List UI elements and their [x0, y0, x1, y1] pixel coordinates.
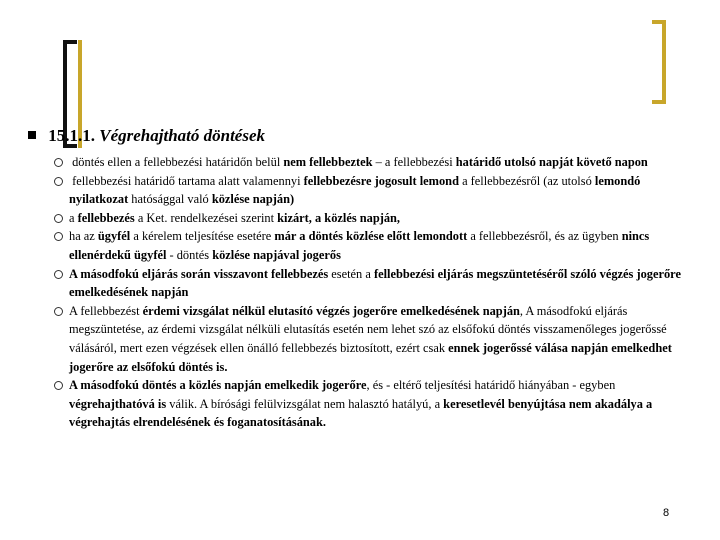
text-segment: a fellebbezésről, és az ügyben — [467, 229, 622, 244]
circle-bullet-icon — [54, 381, 63, 390]
list-item — [54, 376, 699, 432]
text-segment: a fellebbezésről (az utolsó — [458, 173, 595, 188]
text-segment: hatósággal való — [128, 192, 212, 207]
text-segment: a kérelem teljesítése esetére — [130, 229, 275, 244]
text-segment: érdemi vizsgálat nélkül elutasító végzés jogerőre emelkedésének napján — [142, 303, 520, 318]
list-item — [54, 227, 699, 264]
text-segment: fellebbezésre jogosult lemond — [303, 173, 459, 188]
text-segment: A fellebbezést — [69, 303, 143, 318]
text-segment: , A másodfokú eljárás megszüntetése, az érdemi vizsgálat nélküli elutasítás esetén nem lehet szó az elsőfokú döntés visszamenőleges jogerőssé válásáról, mert ezen végzések ellen önálló fellebbezés biztosított, ezért csak — [69, 303, 670, 355]
list-item-text — [69, 267, 684, 300]
list-item — [54, 209, 699, 228]
text-segment: a — [69, 210, 78, 225]
text-segment: keresetlevél benyújtása nem akadálya a végrehajtás elrendelésének és foganatosításának. — [69, 396, 656, 430]
text-segment: A másodfokú döntés a közlés napján emelkedik jogerőre — [69, 378, 367, 393]
text-segment: ennek jogerőssé válása napján emelkedhet jogerőre az elsőfokú döntés is. — [69, 340, 675, 374]
text-segment: már a döntés közlése előtt lemondott — [274, 229, 468, 244]
text-segment: fellebbezés — [77, 210, 135, 225]
circle-bullet-icon — [54, 214, 63, 223]
section-title: Végrehajtható döntések — [99, 126, 266, 145]
list-item — [54, 265, 699, 302]
text-segment: nem fellebbeztek — [283, 155, 373, 169]
text-segment: fellebbezési határidő tartama alatt valamennyi — [69, 173, 304, 188]
list-item-text — [69, 211, 400, 225]
text-segment: fellebbezési eljárás megszüntetéséről szóló végzés jogerőre emelkedésének napján — [69, 266, 685, 300]
right-bracket-gold — [652, 20, 666, 104]
text-segment: ha az — [69, 229, 98, 244]
circle-bullet-icon — [54, 307, 63, 316]
text-segment: lemondó nyilatkozat — [69, 173, 644, 207]
text-segment: esetén a — [328, 266, 374, 281]
text-segment: A másodfokú eljárás során visszavont fellebbezés — [69, 266, 329, 281]
section-number: 15.1.1. — [48, 126, 95, 145]
list-item-text — [69, 229, 652, 262]
text-segment: végrehajthatóvá is — [69, 396, 167, 411]
list-item-text — [69, 378, 655, 429]
text-segment: - döntés — [166, 247, 213, 262]
square-bullet-icon — [28, 131, 36, 139]
list-item — [54, 172, 699, 209]
list-item — [54, 153, 699, 172]
text-segment: válik. A bírósági felülvizsgálat nem halasztó hatályú, a — [166, 396, 444, 411]
text-segment: , és - eltérő teljesítési határidő hiányában - egyben — [366, 378, 619, 393]
text-segment: közlése napjával jogerős — [212, 247, 341, 262]
list-item — [54, 302, 699, 376]
circle-bullet-icon — [54, 232, 63, 241]
text-segment: döntés ellen a fellebbezési határidőn belül — [69, 155, 284, 169]
text-segment: kizárt, a közlés napján, — [277, 210, 401, 225]
list-item-text — [69, 304, 675, 374]
text-segment: közlése napján) — [211, 192, 295, 207]
page-number: 8 — [663, 507, 670, 519]
circle-bullet-icon — [54, 158, 63, 167]
text-segment: ügyfél — [97, 229, 131, 244]
circle-bullet-icon — [54, 270, 63, 279]
text-segment: határidő utolsó napját követő napon — [455, 155, 648, 169]
text-segment: – a fellebbezési — [372, 155, 456, 169]
text-segment: nincs ellenérdekű ügyfél — [69, 229, 653, 262]
circle-bullet-icon — [54, 177, 63, 186]
list-item-text — [69, 174, 643, 207]
section-heading — [28, 126, 265, 146]
decision-list — [54, 153, 699, 432]
text-segment: a Ket. rendelkezései szerint — [134, 210, 278, 225]
list-item-text — [69, 155, 648, 169]
